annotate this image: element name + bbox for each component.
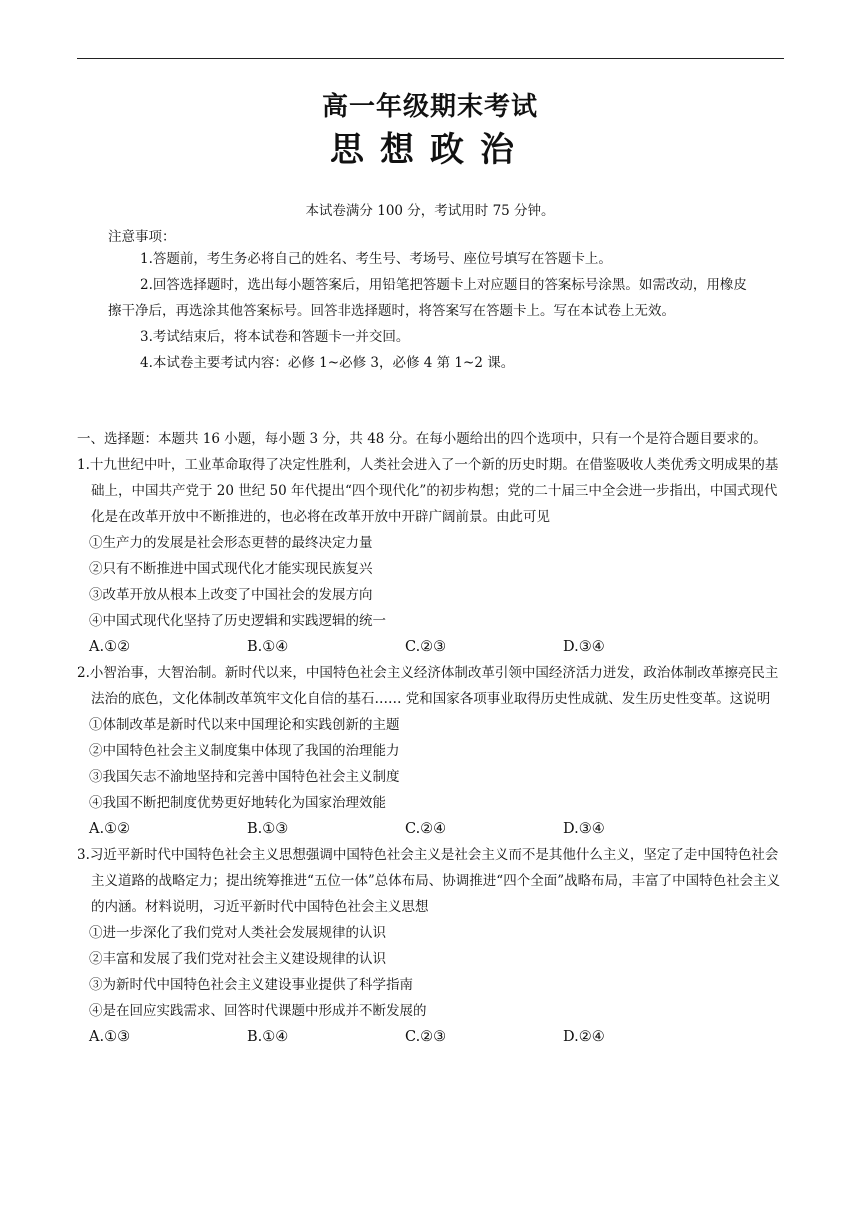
question-2 xyxy=(77,660,787,842)
notice-item: 3.考试结束后，将本试卷和答题卡一并交回。 xyxy=(140,329,410,345)
statement-option: ③改革开放从根本上改变了中国社会的发展方向 xyxy=(89,587,373,603)
answer-choice-a: A.①③ xyxy=(89,1029,131,1045)
statement-option: ②丰富和发展了我们党对社会主义建设规律的认识 xyxy=(89,951,386,967)
answer-choice-b: B.①③ xyxy=(247,821,289,837)
statement-option: ①进一步深化了我们党对人类社会发展规律的认识 xyxy=(89,925,386,941)
header-rule xyxy=(77,58,784,59)
statement-option: ③我国矢志不渝地坚持和完善中国特色社会主义制度 xyxy=(89,769,400,785)
section-heading: 一、选择题：本题共 16 小题，每小题 3 分，共 48 分。在每小题给出的四个选项中，只有一个是符合题目要求的。 xyxy=(77,431,767,447)
statement-option: ④是在回应实践需求、回答时代课题中形成并不断发展的 xyxy=(89,1003,427,1019)
question-1 xyxy=(77,452,787,660)
notice-item: 1.答题前，考生务必将自己的姓名、考生号、考场号、座位号填写在答题卡上。 xyxy=(140,251,612,267)
answer-choice-c: C.②③ xyxy=(405,639,447,655)
exam-title: 高一年级期末考试 xyxy=(321,92,538,122)
answer-choice-c: C.②④ xyxy=(405,821,447,837)
answer-choices xyxy=(77,1024,787,1050)
answer-choice-a: A.①② xyxy=(89,639,131,655)
question-stem: 1.十九世纪中叶，工业革命取得了决定性胜利，人类社会进入了一个新的历史时期。在借鉴吸收人类优秀文明成果的基础上，中国共产党于 20 世纪 50 年代提出“四个现代化”的初步构想；党的二十届三中全会进一步指出，中国式现代化是在改革开放中不断推进的，也必将在改革开放中开辟广阔前景。由此可见 xyxy=(77,457,779,525)
question-stem: 2.小智治事，大智治制。新时代以来，中国特色社会主义经济体制改革引领中国经济活力迸发，政治体制改革擦亮民主法治的底色，文化体制改革筑牢文化自信的基石…… 党和国家各项事业取得历史性成就、发生历史性变革。这说明 xyxy=(77,665,779,707)
answer-choice-c: C.②③ xyxy=(405,1029,447,1045)
answer-choices xyxy=(77,816,787,842)
notice-item: 4.本试卷主要考试内容：必修 1~必修 3，必修 4 第 1~2 课。 xyxy=(140,355,515,371)
statement-option: ①体制改革是新时代以来中国理论和实践创新的主题 xyxy=(89,717,400,733)
notice-heading: 注意事项： xyxy=(108,229,176,245)
question-stem: 3.习近平新时代中国特色社会主义思想强调中国特色社会主义是社会主义而不是其他什么主义，坚定了走中国特色社会主义道路的战略定力；提出统筹推进“五位一体”总体布局、协调推进“四个全面”战略布局，丰富了中国特色社会主义的内涵。材料说明，习近平新时代中国特色社会主义思想 xyxy=(77,847,781,915)
answer-choices xyxy=(77,634,787,660)
statement-option: ①生产力的发展是社会形态更替的最终决定力量 xyxy=(89,535,373,551)
answer-choice-a: A.①② xyxy=(89,821,131,837)
statement-option: ③为新时代中国特色社会主义建设事业提供了科学指南 xyxy=(89,977,413,993)
answer-choice-d: D.③④ xyxy=(563,821,605,837)
subject-title: 思想政治 xyxy=(330,130,530,170)
exam-intro: 本试卷满分 100 分，考试用时 75 分钟。 xyxy=(305,203,555,219)
multiple-choice-section xyxy=(77,426,787,1050)
statement-option: ②中国特色社会主义制度集中体现了我国的治理能力 xyxy=(89,743,400,759)
notice-item: 2.回答选择题时，选出每小题答案后，用铅笔把答题卡上对应题目的答案标号涂黑。如需改动，用橡皮擦干净后，再选涂其他答案标号。回答非选择题时，将答案写在答题卡上。写在本试卷上无效。 xyxy=(108,277,747,319)
notice-list xyxy=(108,246,758,376)
answer-choice-d: D.②④ xyxy=(563,1029,605,1045)
answer-choice-d: D.③④ xyxy=(563,639,605,655)
answer-choice-b: B.①④ xyxy=(247,639,289,655)
statement-option: ②只有不断推进中国式现代化才能实现民族复兴 xyxy=(89,561,373,577)
statement-option: ④我国不断把制度优势更好地转化为国家治理效能 xyxy=(89,795,386,811)
statement-option: ④中国式现代化坚持了历史逻辑和实践逻辑的统一 xyxy=(89,613,386,629)
question-3 xyxy=(77,842,787,1050)
answer-choice-b: B.①④ xyxy=(247,1029,289,1045)
